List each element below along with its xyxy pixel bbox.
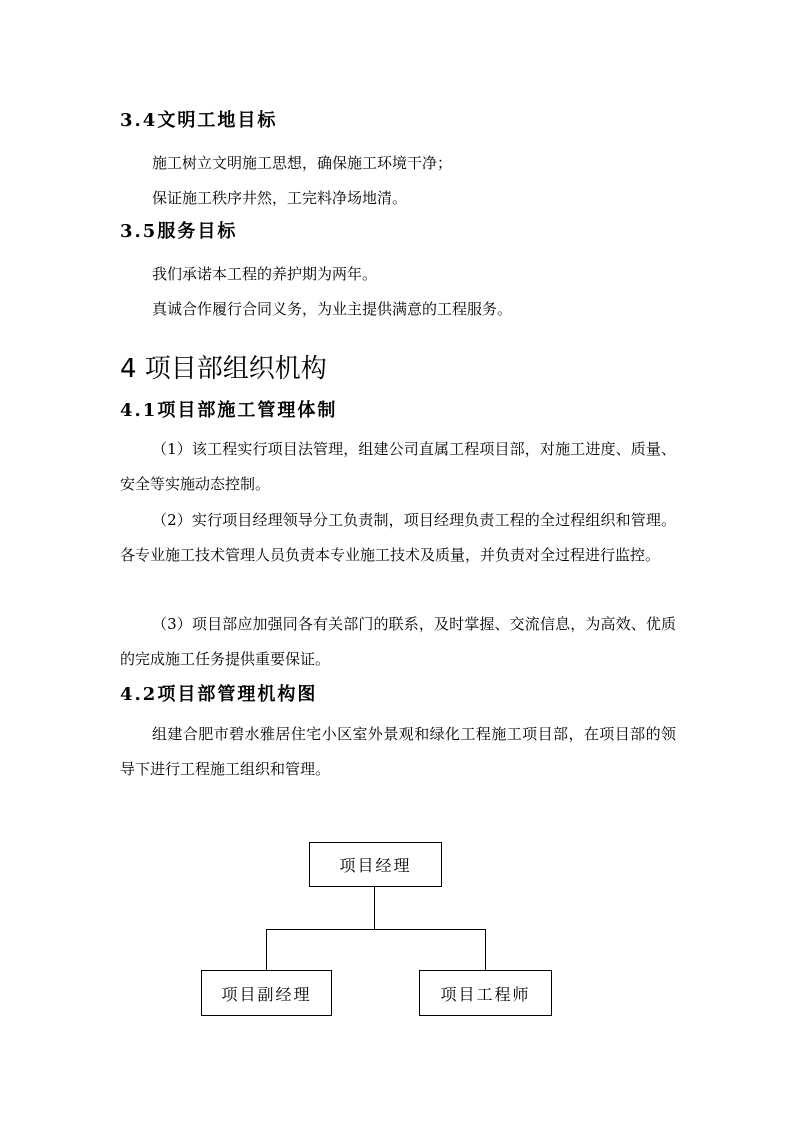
heading-4: 4 项目部组织机构	[120, 354, 327, 384]
org-connector-right	[485, 929, 486, 970]
s35-line-2: 真诚合作履行合同义务，为业主提供满意的工程服务。	[152, 300, 513, 318]
s41-paragraph-3: （3）项目部应加强同各有关部门的联系，及时掌握、交流信息，为高效、优质的完成施工任务提供重要保证。	[120, 615, 676, 668]
heading-4-1: 4.1项目部施工管理体制	[120, 400, 338, 421]
s41-paragraph-2: （2）实行项目经理领导分工负责制，项目经理负责工程的全过程组织和管理。各专业施工技术管理人员负责本专业施工技术及质量，并负责对全过程进行监控。	[120, 511, 676, 564]
heading-3-5: 3.5服务目标	[120, 221, 238, 242]
s34-line-2: 保证施工秩序井然，工完料净场地清。	[152, 189, 408, 207]
s41-paragraph-1: （1）该工程实行项目法管理，组建公司直属工程项目部，对施工进度、质量、安全等实施动态控制。	[120, 440, 676, 493]
s42-paragraph: 组建合肥市碧水雅居住宅小区室外景观和绿化工程施工项目部，在项目部的领导下进行工程施工组织和管理。	[120, 725, 676, 778]
s34-line-1: 施工树立文明施工思想，确保施工环境干净；	[152, 154, 453, 172]
heading-4-2: 4.2项目部管理机构图	[120, 684, 318, 705]
org-connector-horizontal	[266, 929, 485, 930]
s35-line-1: 我们承诺本工程的养护期为两年。	[152, 265, 378, 283]
org-connector-left	[266, 929, 267, 970]
org-box-root: 项目经理	[309, 842, 442, 887]
org-connector-vertical	[374, 886, 375, 929]
org-box-deputy-manager: 项目副经理	[201, 970, 332, 1016]
org-box-engineer: 项目工程师	[419, 970, 552, 1016]
heading-3-4: 3.4文明工地目标	[120, 110, 278, 131]
